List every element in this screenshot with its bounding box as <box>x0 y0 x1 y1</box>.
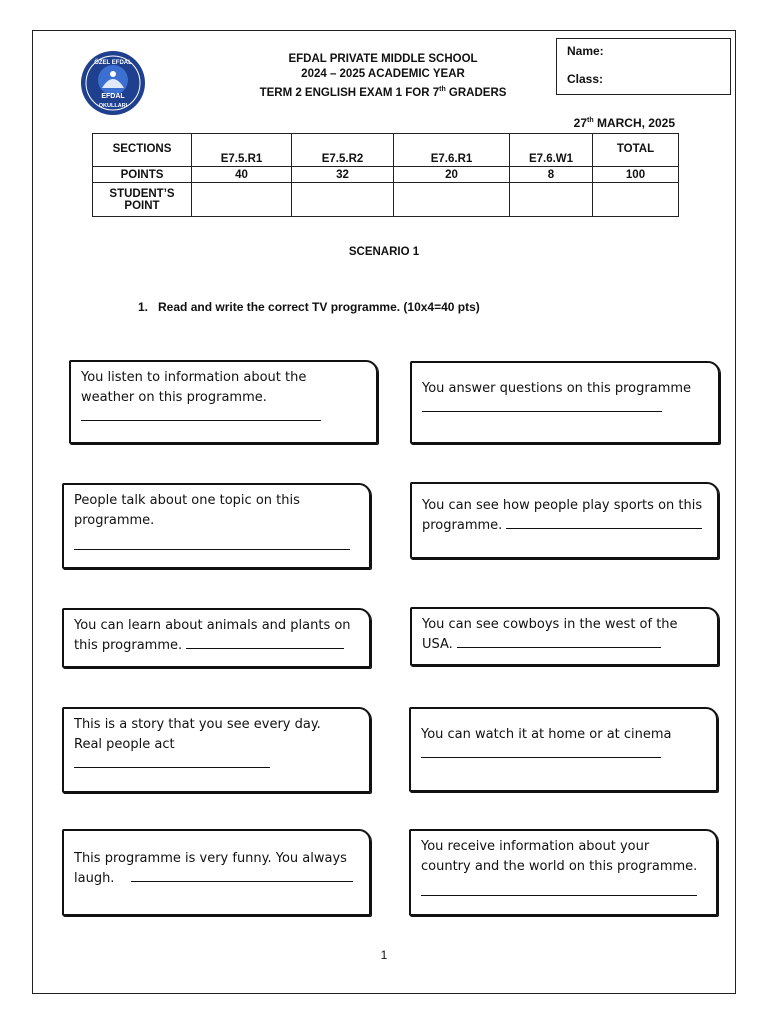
answer-blank[interactable] <box>186 636 344 649</box>
answer-blank[interactable] <box>74 537 350 550</box>
table-header-cell: POINTS <box>93 167 192 183</box>
section-cell: E7.6.R1 <box>394 134 510 167</box>
class-label: Class: <box>567 72 604 86</box>
points-table <box>92 133 679 217</box>
student-point-cell[interactable] <box>192 183 292 217</box>
exam-date: 27th MARCH, 2025 <box>573 116 675 130</box>
question-card: You receive information about your country and the world on this programme. <box>409 829 718 916</box>
question-card: People talk about one topic on this programme. <box>62 483 371 569</box>
table-row <box>93 134 679 167</box>
question-instruction: 1. Read and write the correct TV programme. (10x4=40 pts) <box>138 300 480 314</box>
question-card: This is a story that you see every day. Real people act <box>62 707 371 793</box>
table-header-cell: SECTIONS <box>93 134 192 167</box>
question-card: This programme is very funny. You always laugh. <box>62 829 371 916</box>
logo-middle-text: EFDAL <box>101 93 125 100</box>
academic-year: 2024 – 2025 ACADEMIC YEAR <box>301 68 465 80</box>
student-point-cell[interactable] <box>593 183 679 217</box>
points-cell: 32 <box>292 167 394 183</box>
question-card: You can see how people play sports on this programme. <box>410 482 719 559</box>
student-point-cell[interactable] <box>394 183 510 217</box>
points-cell: 20 <box>394 167 510 183</box>
answer-blank[interactable] <box>506 516 702 529</box>
logo-top-text: ÖZEL EFDAL <box>94 60 132 66</box>
logo-bottom-text: OKULLARI <box>98 103 128 109</box>
question-card: You can watch it at home or at cinema <box>409 707 718 792</box>
question-card: You listen to information about the weather on this programme. <box>69 360 378 444</box>
student-point-cell[interactable] <box>510 183 593 217</box>
section-cell: E7.5.R1 <box>192 134 292 167</box>
school-logo <box>80 50 146 116</box>
answer-blank[interactable] <box>457 635 661 648</box>
answer-blank[interactable] <box>81 408 321 421</box>
answer-blank[interactable] <box>421 745 661 758</box>
school-name: EFDAL PRIVATE MIDDLE SCHOOL <box>288 53 478 65</box>
table-row <box>93 167 679 183</box>
exam-title: TERM 2 ENGLISH EXAM 1 FOR 7th GRADERS <box>259 86 507 99</box>
scenario-title: SCENARIO 1 <box>348 246 420 258</box>
answer-blank[interactable] <box>74 755 270 768</box>
points-cell: 8 <box>510 167 593 183</box>
answer-blank[interactable] <box>131 869 353 882</box>
answer-blank[interactable] <box>421 883 697 896</box>
question-card: You answer questions on this programme <box>410 361 720 444</box>
exam-header <box>230 52 536 101</box>
points-cell: 40 <box>192 167 292 183</box>
points-cell: 100 <box>593 167 679 183</box>
name-label: Name: <box>567 44 604 58</box>
section-cell: E7.5.R2 <box>292 134 394 167</box>
name-class-box[interactable] <box>556 38 731 95</box>
table-row <box>93 183 679 217</box>
page-number: 1 <box>380 948 388 962</box>
table-header-cell: STUDENT’S POINT <box>93 183 192 217</box>
answer-blank[interactable] <box>422 399 662 412</box>
student-point-cell[interactable] <box>292 183 394 217</box>
section-cell: TOTAL <box>593 134 679 167</box>
section-cell: E7.6.W1 <box>510 134 593 167</box>
question-card: You can learn about animals and plants on this programme. <box>62 608 371 668</box>
question-card: You can see cowboys in the west of the USA. <box>410 607 719 666</box>
